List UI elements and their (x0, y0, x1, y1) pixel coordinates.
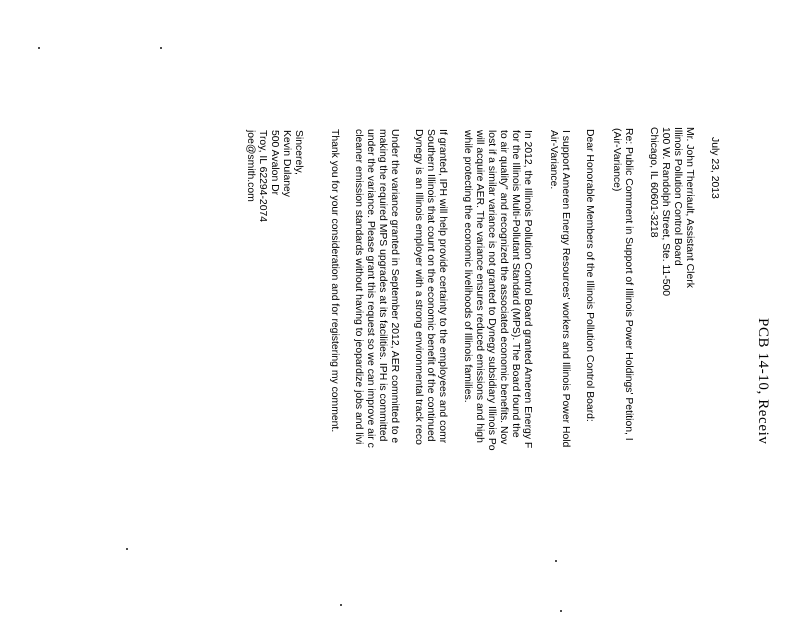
subject-line (610, 128, 634, 441)
recipient-line: Mr. John Therriault, Assistant Clerk (684, 127, 695, 288)
recipient-line: Chicago, IL 60601-3218 (648, 127, 659, 238)
paragraph-line: Dynegy is an Illinois employer with a strong environmental track reco (413, 129, 424, 445)
paragraph-line: under the variance. Please grant this request so we can improve air c (365, 129, 376, 448)
signature-line: joe@smith.com (245, 130, 256, 202)
subject-text: Re: Public Comment in Support of Illinois Power Holdings' Petition, I (623, 128, 634, 441)
scan-speck (555, 560, 557, 562)
paragraph-support (547, 130, 571, 447)
received-stamp: PCB 14-10, Receiv (755, 318, 771, 445)
scan-speck (126, 548, 128, 550)
paragraph-certainty (412, 129, 448, 445)
scan-speck (340, 604, 342, 606)
recipient-line: 100 W. Randolph Street, Ste. 11-500 (660, 127, 671, 297)
signature-line: Sincerely, (293, 130, 304, 175)
signature-block (244, 130, 304, 222)
letter-date: July 23, 2013 (709, 137, 720, 199)
paragraph-line: will acquire AER. The variance ensures reduced emissions and high (474, 130, 485, 443)
paragraph-line: Under the variance granted in September 2012, AER committed to e (389, 129, 400, 444)
paragraph-line: lost if a similar variance is not granted to Dynegy subsidiary Illinois Po (486, 130, 497, 451)
paragraph-line: while protecting the economic livelihoods of Illinois families. (462, 130, 473, 403)
signature-line: Troy, IL 62294-2074 (257, 130, 268, 223)
salutation: Dear Honorable Members of the Illinois Pollution Control Board: (584, 129, 595, 422)
scan-speck (560, 610, 562, 612)
paragraph-line: cleaner emission standards without having to jeopardize jobs and livi (353, 129, 364, 445)
paragraph-commitment (352, 129, 400, 448)
closing-thanks: Thank you for your consideration and for registering my comment. (329, 129, 340, 433)
scan-speck (160, 47, 162, 49)
recipient-address (647, 127, 695, 296)
paragraph-line: to air quality" and recognized the associated economic benefits. Nov (498, 130, 509, 445)
recipient-line: Illinois Pollution Control Board (672, 127, 683, 266)
paragraph-line: Southern Illinois that count on the economic benefit of the continued (425, 129, 436, 442)
paragraph-line: Air-Variance. (548, 130, 559, 190)
paragraph-variance-history (461, 130, 533, 451)
paragraph-line: In 2012, the Illinois Pollution Control Board granted Ameren Energy F (522, 130, 533, 449)
paragraph-line: for the Illinois Multi-Pollutant Standard (MPS). The Board found the (510, 130, 521, 438)
paragraph-line: making the required MPS upgrades at its facilities. IPH is committed (377, 129, 388, 442)
paragraph-line: If granted, IPH will help provide certainty to the employees and comr (437, 129, 448, 444)
subject-text: (Air-Variance) (611, 128, 622, 192)
scan-speck (38, 47, 40, 49)
paragraph-line: I support Ameren Energy Resources' workers and Illinois Power Hold (560, 130, 571, 448)
signature-line: Kevin Dulaney (281, 130, 292, 198)
signature-line: 500 Avalon Dr (269, 130, 280, 196)
